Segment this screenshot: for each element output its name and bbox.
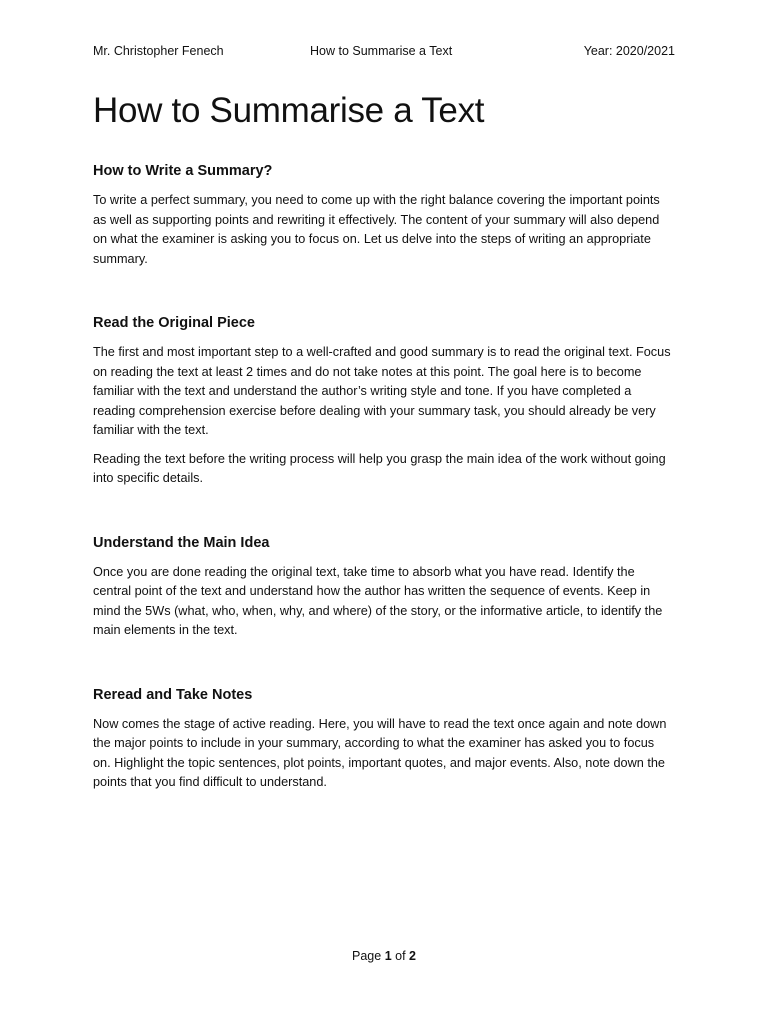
page-title: How to Summarise a Text xyxy=(93,91,485,130)
section-heading: How to Write a Summary? xyxy=(93,163,273,179)
header-year: Year: 2020/2021 xyxy=(583,44,675,58)
section-paragraph: Reading the text before the writing process will help you grasp the main idea of the work without going into specific details. xyxy=(93,451,666,485)
page-footer xyxy=(0,947,768,965)
current-page-number: 1 xyxy=(384,949,392,963)
document-body xyxy=(93,160,675,802)
section-heading: Read the Original Piece xyxy=(93,315,255,331)
page-number-label: Page 1 of 2 xyxy=(352,949,416,963)
header-author: Mr. Christopher Fenech xyxy=(93,44,224,58)
section-read-original xyxy=(93,312,675,489)
section-how-to-write xyxy=(93,160,675,269)
header-doc-title: How to Summarise a Text xyxy=(310,44,453,58)
section-paragraph: Once you are done reading the original text, take time to absorb what you have read. Identify the central point of the text and understand how the author has written the sequence of events. Keep in mind the 5Ws (what, who, when, why, and where) of the story, or the informative article, to identify the main elements in the text. xyxy=(93,564,663,637)
section-reread-notes xyxy=(93,684,675,793)
section-heading: Understand the Main Idea xyxy=(93,534,270,551)
section-heading: Reread and Take Notes xyxy=(93,686,253,703)
section-paragraph: The first and most important step to a well-crafted and good summary is to read the original text. Focus on reading the text at least 2 times and do not take notes at this point. The goal here is to become familiar with the text and understand the author’s writing style and tone. If you have completed a reading comprehension exercise before dealing with your summary task, you should already be very familiar with the text. xyxy=(93,345,671,437)
total-pages-number: 2 xyxy=(409,949,416,963)
section-main-idea xyxy=(93,532,675,641)
section-paragraph: Now comes the stage of active reading. Here, you will have to read the text once again and note down the major points to include in your summary, according to what the examiner has asked you to focus on. Highlight the topic sentences, plot points, important quotes, and major events. Also, note down the points that you find difficult to understand. xyxy=(93,716,667,789)
section-paragraph: To write a perfect summary, you need to come up with the right balance covering the important points as well as supporting points and rewriting it effectively. The content of your summary will also depend on what the examiner is asking you to focus on. Let us delve into the steps of writing an appropriate summary. xyxy=(93,193,660,266)
page-header xyxy=(93,42,675,60)
